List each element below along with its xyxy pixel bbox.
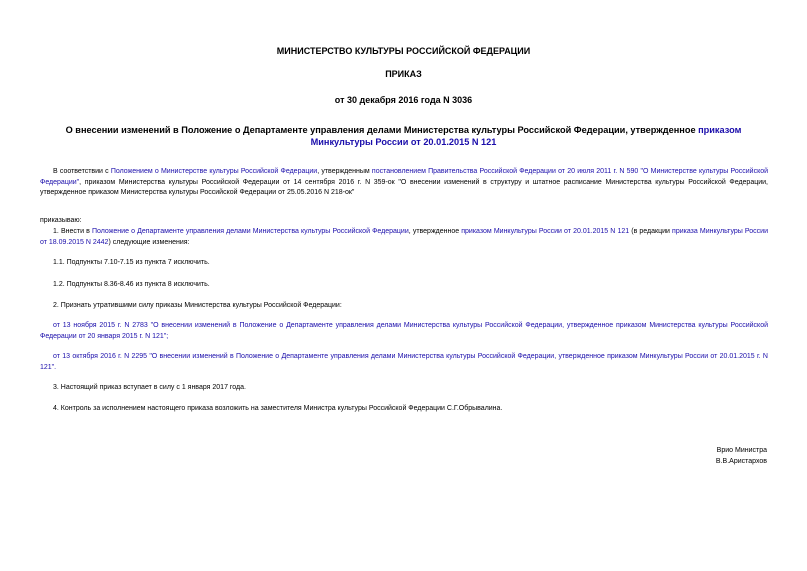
date-number: от 30 декабря 2016 года N 3036 bbox=[334, 95, 473, 105]
signatory-position: Врио Министра bbox=[716, 447, 767, 454]
item1-text-4: ) следующие изменения: bbox=[108, 238, 190, 246]
item-4: 4. Контроль за исполнением настоящего приказа возложить на заместителя Министра культуры Российской Федерации С.Г.Обрывалина. bbox=[53, 405, 503, 412]
item-1-1: 1.1. Подпункты 7.10-7.15 из пункта 7 исключить. bbox=[53, 259, 210, 266]
preamble-text-1: В соответствии с bbox=[53, 168, 111, 175]
ministry-heading: МИНИСТЕРСТВО КУЛЬТУРЫ РОССИЙСКОЙ ФЕДЕРАЦИИ bbox=[276, 46, 531, 56]
preamble-text-2: , утвержденным bbox=[317, 168, 372, 175]
preamble-text-3: , приказом Министерства культуры Российской Федерации от 14 сентября 2016 г. N 359-ок "О внесении изменений в структуру и штатное расписание Министерства культуры Российской Федерации, утвержденное приказом Министерства культуры Российской Федерации от 25.05.2016 N 218-ок" bbox=[40, 178, 768, 196]
order-2442-link[interactable]: приказа Минкультуры России от 18.09.2015 N 2442 bbox=[40, 228, 768, 246]
regulation-link[interactable]: Положением о Министерстве культуры Российской Федерации bbox=[110, 168, 318, 175]
order-word: приказываю: bbox=[40, 217, 82, 224]
item-1 bbox=[40, 227, 768, 248]
doc-type-heading: ПРИКАЗ bbox=[385, 69, 422, 79]
item-1-2: 1.2. Подпункты 8.36-8.46 из пункта 8 исключить. bbox=[53, 281, 210, 288]
title-link[interactable]: приказом Минкультуры России от 20.01.2015 N 121 bbox=[310, 125, 742, 147]
department-regulation-link[interactable]: Положение о Департаменте управления делами Министерства культуры Российской Федерации bbox=[91, 228, 409, 235]
page-title bbox=[40, 124, 767, 148]
item-2: 2. Признать утратившими силу приказы Министерства культуры Российской Федерации: bbox=[53, 302, 342, 309]
title-text: О внесении изменений в Положение о Департаменте управления делами Министерства культуры Российской Федерации, утвержденное bbox=[65, 125, 699, 135]
resolution-link[interactable]: постановлением Правительства Российской Федерации от 20 июля 2011 г. N 590 "О Министерстве культуры Российской Федерации" bbox=[40, 168, 769, 186]
repeal-order-2783-link[interactable]: от 13 ноября 2015 г. N 2783 "О внесении изменений в Положение о Департаменте управления делами Министерства культуры Российской Федерации, утвержденное приказом Министерства культуры Российской Федерации от 20 января 2015 г. N 121"; bbox=[40, 322, 768, 340]
order-121-link[interactable]: приказом Минкультуры России от 20.01.2015 N 121 bbox=[461, 228, 630, 235]
item1-text-1: 1. Внести в bbox=[53, 228, 92, 235]
repeal-order-2295-link[interactable]: от 13 октября 2016 г. N 2295 "О внесении изменений в Положение о Департаменте управления делами Министерства культуры Российской Федерации, утвержденное приказом Минкультуры России от 20.01.2015 г. N 121". bbox=[40, 353, 768, 371]
item-3: 3. Настоящий приказ вступает в силу с 1 января 2017 года. bbox=[53, 384, 246, 391]
item1-text-2: , утвержденное bbox=[408, 228, 462, 235]
signature-block bbox=[716, 446, 767, 467]
item1-text-3: (в редакции bbox=[629, 228, 673, 235]
signatory-name: В.В.Аристархов bbox=[715, 457, 767, 465]
preamble-paragraph bbox=[40, 167, 768, 199]
